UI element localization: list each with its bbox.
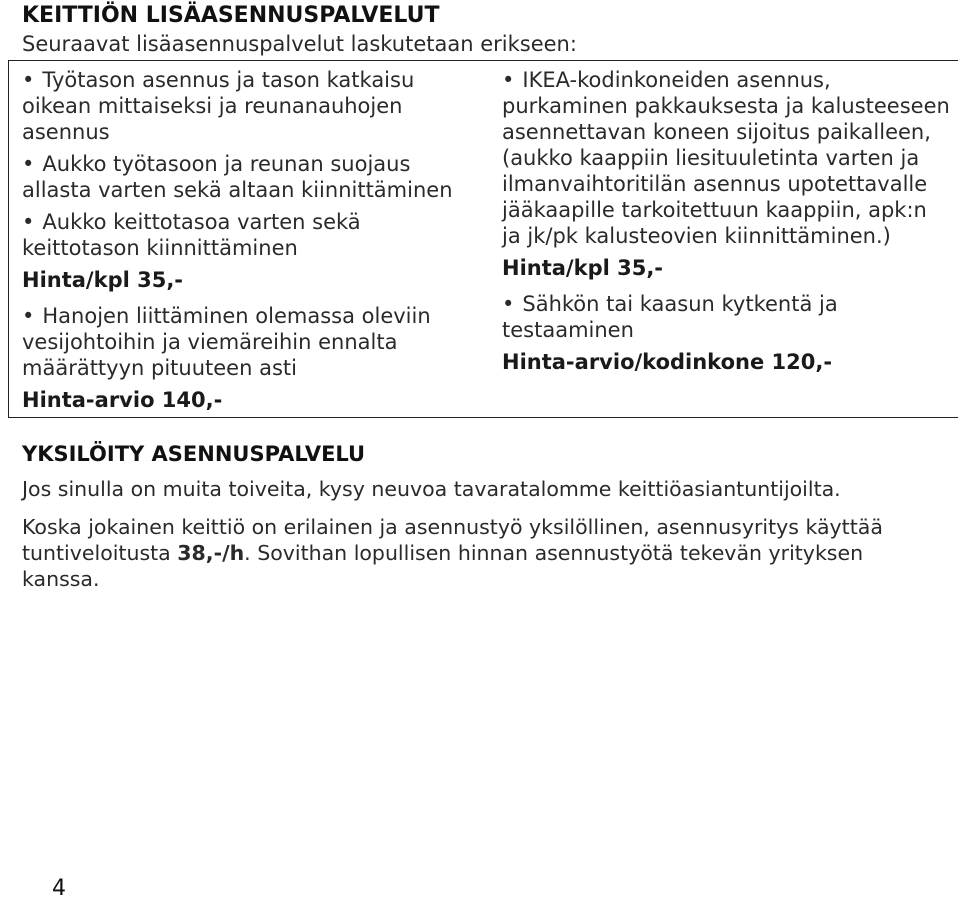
bullet-icon: • bbox=[22, 210, 35, 234]
list-item bbox=[22, 303, 467, 381]
item-text: Aukko keittotasoa varten sekä keittotason kiinnittäminen bbox=[22, 210, 361, 260]
page-number: 4 bbox=[52, 876, 66, 901]
section-title: YKSILÖITY ASENNUSPALVELU bbox=[22, 442, 366, 466]
right-column bbox=[502, 67, 952, 385]
hourly-rate: 38,-/h bbox=[177, 541, 245, 565]
paragraph-text: . Sovithan lopullisen hinnan asennustyötä tekevän yrityksen kanssa. bbox=[22, 541, 864, 591]
item-text: Aukko työtasoon ja reunan suojaus allasta varten sekä altaan kiinnittäminen bbox=[22, 152, 453, 202]
price-label: Hinta/kpl 35,- bbox=[22, 268, 184, 292]
list-item bbox=[22, 209, 467, 261]
item-text: Työtason asennus ja tason katkaisu oikean mittaiseksi ja reunanauhojen asennus bbox=[22, 68, 415, 144]
list-item bbox=[502, 291, 952, 343]
bullet-icon: • bbox=[502, 292, 515, 316]
item-text: Hanojen liittäminen olemassa oleviin vesijohtoihin ja viemäreihin ennalta määrättyyn pituuteen asti bbox=[22, 304, 431, 380]
page-title: KEITTIÖN LISÄASENNUSPALVELUT bbox=[22, 3, 440, 28]
paragraph: Jos sinulla on muita toiveita, kysy neuvoa tavaratalomme keittiöasiantuntijoilta. bbox=[22, 477, 841, 501]
bullet-icon: • bbox=[22, 152, 35, 176]
list-item bbox=[22, 67, 467, 145]
bullet-icon: • bbox=[22, 304, 35, 328]
price-estimate-label: Hinta-arvio 140,- bbox=[22, 388, 223, 412]
subtitle: Seuraavat lisäasennuspalvelut laskutetaan erikseen: bbox=[22, 32, 577, 56]
item-text: Sähkön tai kaasun kytkentä ja testaaminen bbox=[502, 292, 838, 342]
price-estimate-label: Hinta-arvio/kodinkone 120,- bbox=[502, 350, 833, 374]
list-item bbox=[502, 67, 952, 249]
list-item bbox=[22, 151, 467, 203]
price-label: Hinta/kpl 35,- bbox=[502, 256, 664, 280]
item-text: IKEA-kodinkoneiden asennus, purkaminen pakkauksesta ja kalusteeseen asennettavan koneen sijoitus paikalleen, (aukko kaappiin liesituuletinta varten ja ilmanvaihtoritilän asennus upotettavalle jääkaapille tarkoitettuun kaappiin, apk:n ja jk/pk kalusteovien kiinnittäminen.) bbox=[502, 68, 950, 248]
services-box bbox=[8, 60, 958, 418]
paragraph-text: Koska jokainen keittiö on erilainen ja asennustyö yksilöllinen, asennusyritys käyttää tuntiveloitusta bbox=[22, 515, 883, 565]
bullet-icon: • bbox=[22, 68, 35, 92]
left-column bbox=[22, 67, 467, 423]
bullet-icon: • bbox=[502, 68, 515, 92]
paragraph bbox=[22, 514, 942, 592]
